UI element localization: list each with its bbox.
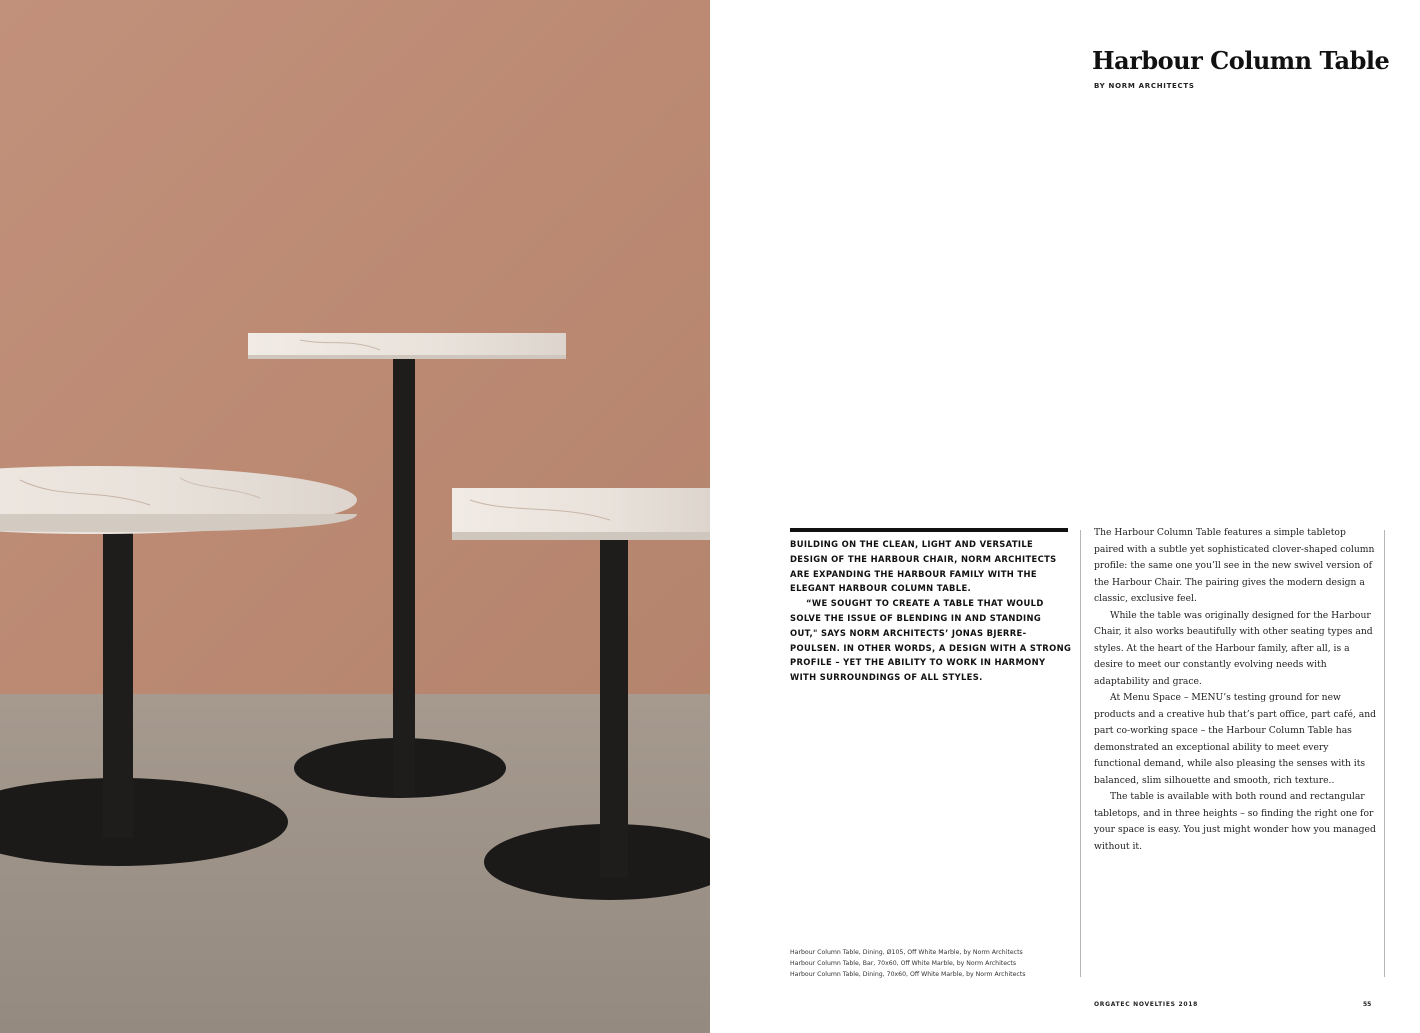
body-paragraph: The Harbour Column Table features a simple tabletop paired with a subtle yet sophisticated clover-shaped column profile: the same one you’ll see in the new swivel version of the Harbour Chair. The pairing gives the modern design a classic, exclusive feel. (1094, 527, 1375, 604)
caption-line: Harbour Column Table, Dining, 70x60, Off White Marble, by Norm Architects (790, 971, 1026, 978)
intro-paragraph: BUILDING ON THE CLEAN, LIGHT AND VERSATILE DESIGN OF THE HARBOUR CHAIR, NORM ARCHITECTS ARE EXPANDING THE HARBOUR FAMILY WITH THE ELEGANT HARBOUR COLUMN TABLE. (790, 539, 1057, 594)
article-title: Harbour Column Table (1092, 46, 1390, 75)
column-divider (1080, 530, 1081, 977)
article-page (710, 0, 1420, 1033)
page-number: 55 (1363, 1001, 1372, 1008)
intro-text (790, 537, 1072, 685)
body-text (1094, 525, 1378, 855)
footer-publication: ORGATEC NOVELTIES 2018 (1094, 1001, 1198, 1008)
caption-line: Harbour Column Table, Bar, 70x60, Off White Marble, by Norm Architects (790, 960, 1017, 967)
body-paragraph: At Menu Space – MENU’s testing ground for new products and a creative hub that’s part office, part café, and part co-working space – the Harbour Column Table has demonstrated an exceptional ability to meet every functional demand, while also pleasing the senses with its balanced, slim silhouette and smooth, rich texture.. (1094, 692, 1376, 786)
intro-paragraph: “WE SOUGHT TO CREATE A TABLE THAT WOULD SOLVE THE ISSUE OF BLENDING IN AND STANDING OUT," SAYS NORM ARCHITECTS’ JONAS BJERRE-POULSEN. IN OTHER WORDS, A DESIGN WITH A STRONG PROFILE – YET THE ABILITY TO WORK IN HARMONY WITH SURROUNDINGS OF ALL STYLES. (790, 598, 1072, 683)
caption-line: Harbour Column Table, Dining, Ø105, Off White Marble, by Norm Architects (790, 949, 1023, 956)
photo-captions (790, 947, 1072, 980)
article-byline: BY NORM ARCHITECTS (1094, 82, 1195, 90)
body-paragraph: The table is available with both round and rectangular tabletops, and in three heights – so finding the right one for your space is easy. You just might wonder how you managed without it. (1094, 791, 1376, 852)
intro-rule (790, 528, 1068, 532)
column-divider (1384, 530, 1385, 977)
body-paragraph: While the table was originally designed for the Harbour Chair, it also works beautifully with other seating types and styles. At the heart of the Harbour family, after all, is a desire to meet our constantly evolving needs with adaptability and grace. (1094, 609, 1373, 687)
